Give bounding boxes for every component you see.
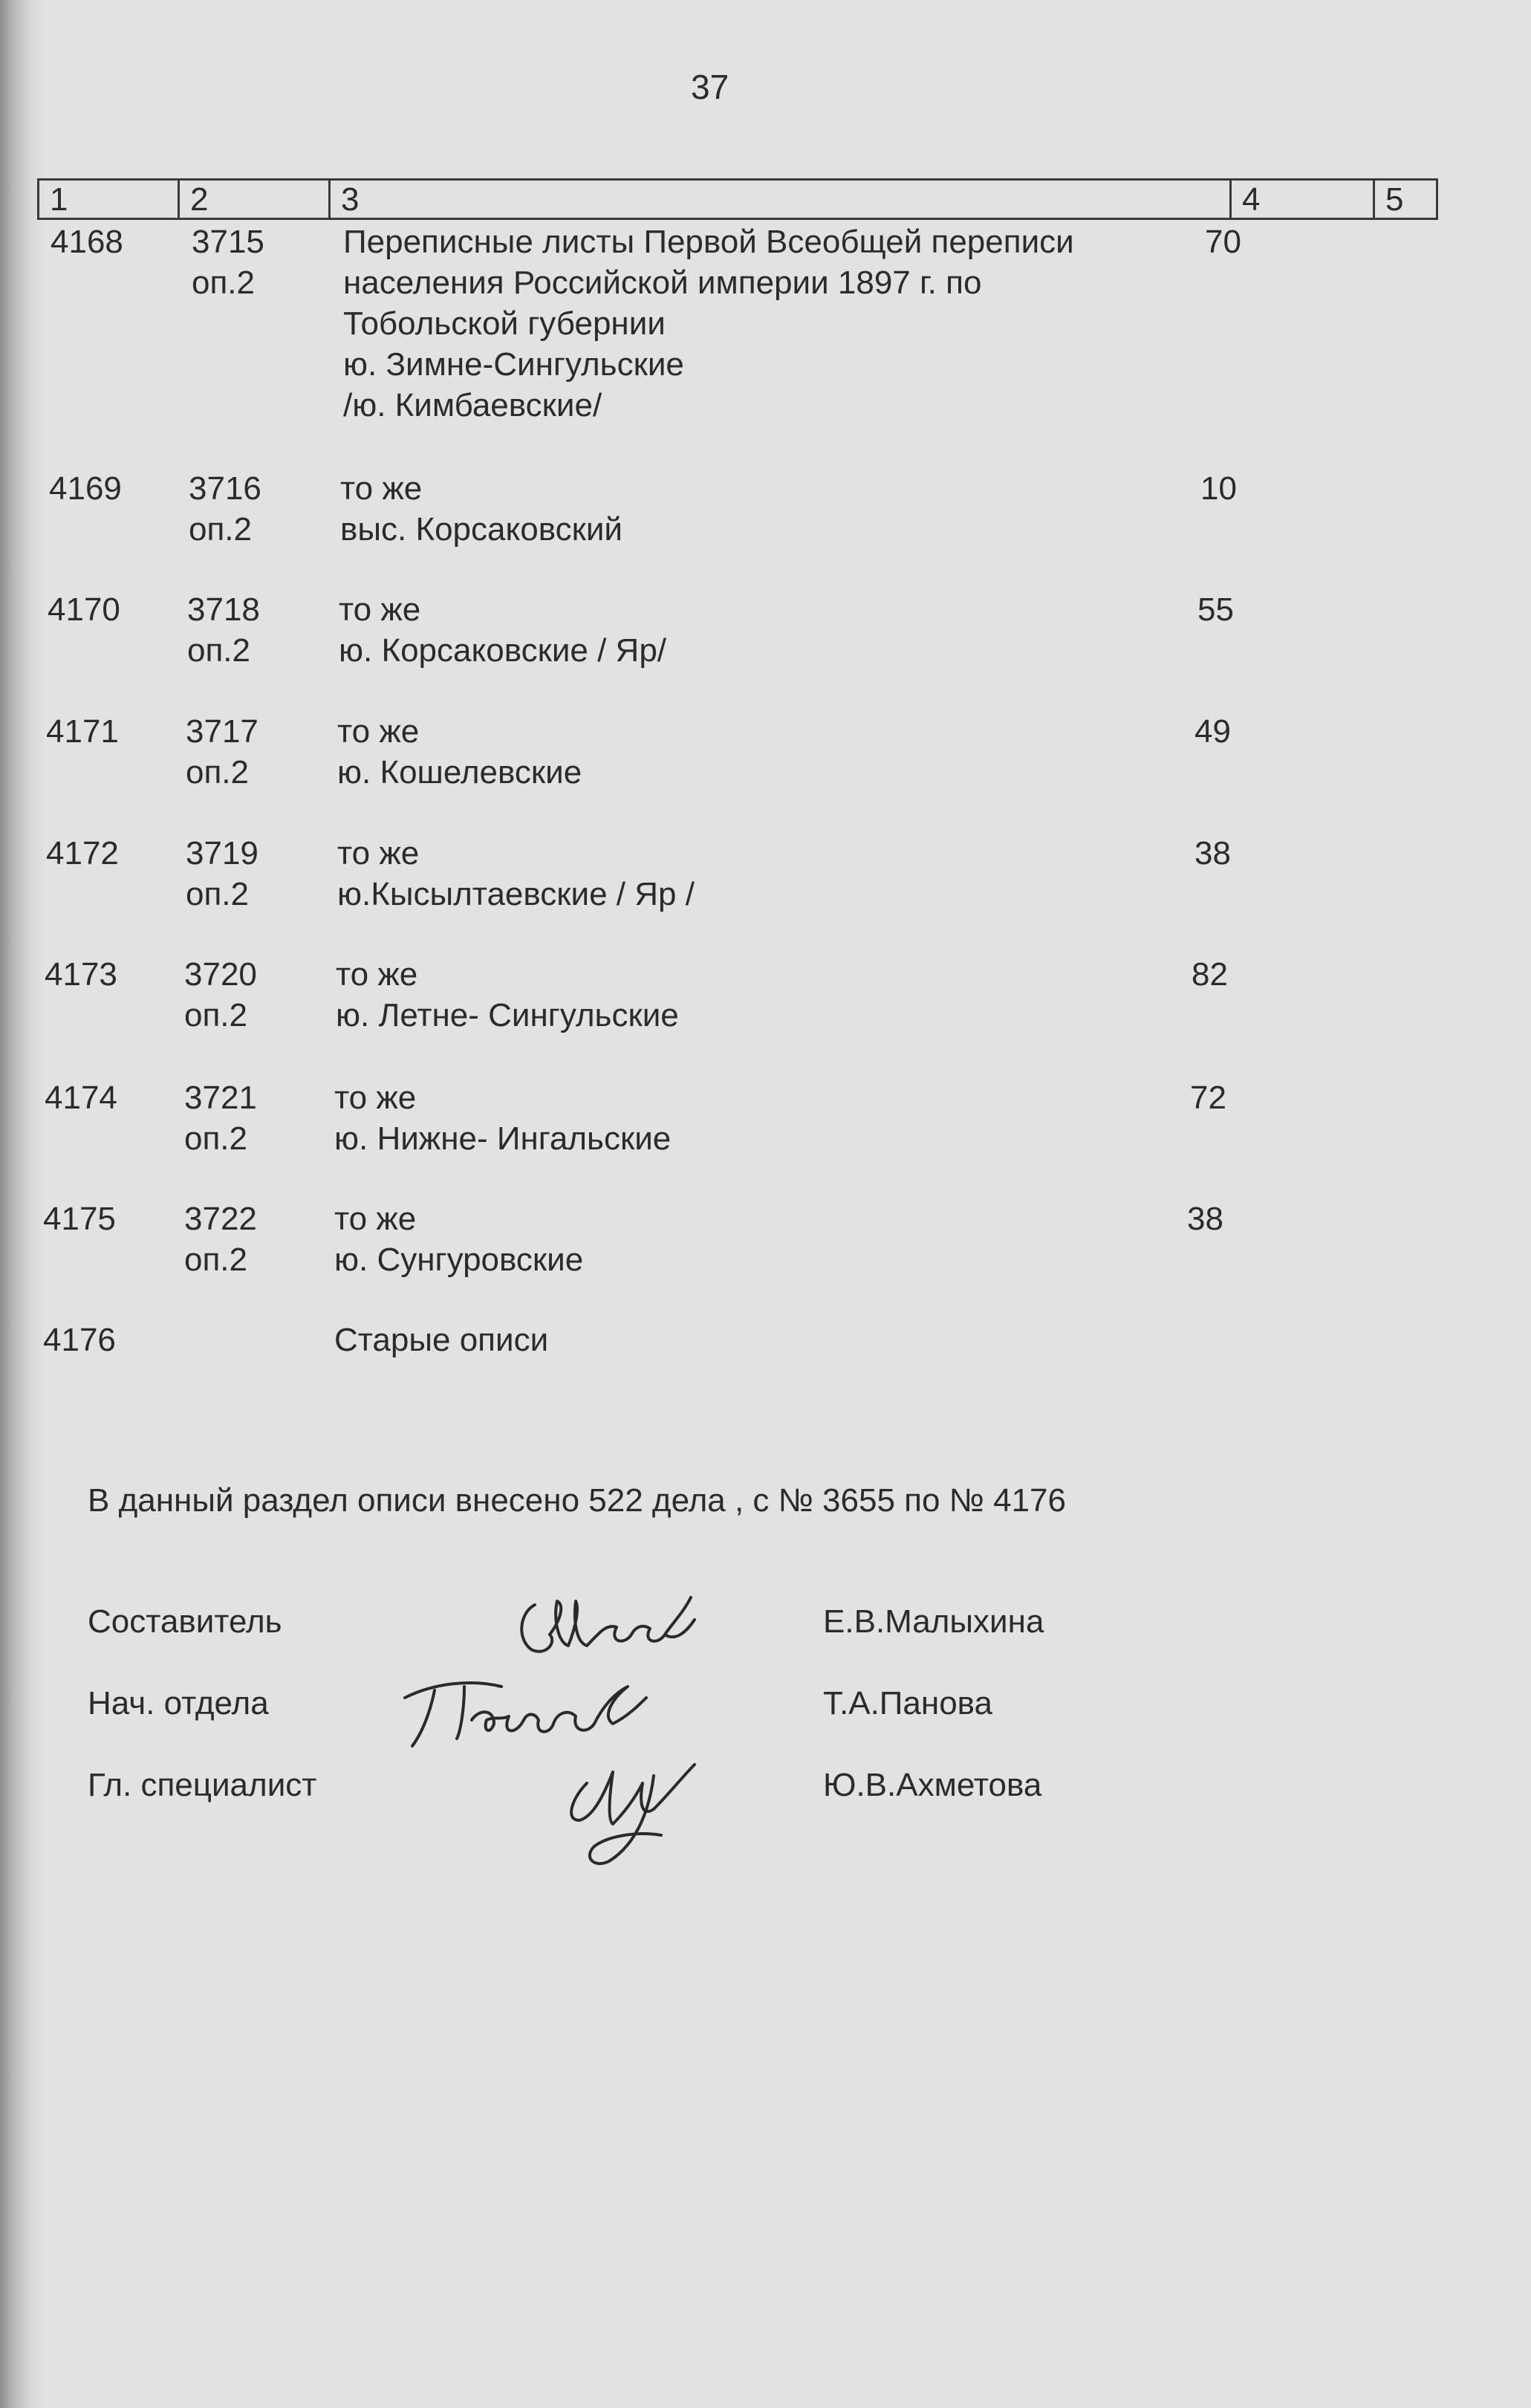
row-number: 4176 <box>43 1322 116 1358</box>
description-line: ю. Корсаковские / Яр/ <box>339 632 667 669</box>
row-number: 4168 <box>51 224 123 260</box>
description-line: то же <box>336 956 418 993</box>
description-line: ю. Нижне- Ингальские <box>334 1120 672 1157</box>
signature-name: Т.А.Панова <box>823 1685 993 1721</box>
description-line: то же <box>334 1080 417 1116</box>
description-line: Переписные листы Первой Всеобщей переписи <box>343 224 1074 260</box>
description-line: то же <box>337 713 420 750</box>
row-code <box>186 833 259 915</box>
row-number: 4170 <box>48 591 120 628</box>
row-sheets: 38 <box>1187 1201 1223 1237</box>
code-line: 3721 <box>184 1080 257 1116</box>
code-line: 3717 <box>186 713 259 750</box>
row-code <box>186 711 259 793</box>
row-code <box>187 589 260 671</box>
description-line: то же <box>339 591 421 628</box>
signature-role: Составитель <box>88 1603 282 1640</box>
summary-line: В данный раздел описи внесено 522 дела , с № 3655 по № 4176 <box>88 1482 1066 1519</box>
header-col-5: 5 <box>1385 181 1404 218</box>
header-col-1: 1 <box>50 181 68 218</box>
description-line: Старые описи <box>334 1322 549 1358</box>
row-sheets: 82 <box>1192 956 1228 993</box>
code-line: оп.2 <box>187 632 250 669</box>
code-line: оп.2 <box>189 511 252 548</box>
code-line: оп.2 <box>192 265 255 301</box>
handwritten-signature-3 <box>542 1731 706 1872</box>
code-line: 3722 <box>184 1201 257 1237</box>
code-line: 3715 <box>192 224 264 260</box>
row-code <box>192 221 264 303</box>
code-line: оп.2 <box>186 754 249 791</box>
page-number: 37 <box>691 68 729 106</box>
code-line: 3718 <box>187 591 260 628</box>
row-number: 4175 <box>43 1201 116 1237</box>
row-sheets: 38 <box>1194 835 1231 872</box>
handwritten-signature-1 <box>505 1583 713 1672</box>
description-line: ю. Зимне-Сингульские <box>343 346 684 383</box>
row-description <box>336 954 679 1036</box>
code-line: оп.2 <box>184 1242 247 1278</box>
row-description <box>339 589 666 671</box>
row-code <box>184 1077 257 1159</box>
row-description <box>337 833 695 915</box>
row-description <box>337 711 582 793</box>
description-line: /ю. Кимбаевские/ <box>343 387 602 423</box>
code-line: оп.2 <box>184 1120 247 1157</box>
signature-name: Ю.В.Ахметова <box>823 1767 1042 1803</box>
description-line: ю. Кошелевские <box>337 754 582 791</box>
row-sheets: 49 <box>1194 713 1231 750</box>
row-description <box>334 1077 671 1159</box>
row-description <box>334 1198 583 1280</box>
row-sheets: 70 <box>1205 224 1241 260</box>
description-line: то же <box>340 470 423 507</box>
row-number: 4173 <box>45 956 117 993</box>
code-line: 3716 <box>189 470 261 507</box>
description-line: населения Российской империи 1897 г. по <box>343 265 982 301</box>
code-line: 3720 <box>184 956 257 993</box>
row-description <box>334 1320 548 1360</box>
row-number: 4174 <box>45 1080 117 1116</box>
row-sheets: 10 <box>1200 470 1237 507</box>
code-line: оп.2 <box>186 876 249 912</box>
row-sheets: 55 <box>1197 591 1234 628</box>
description-line: то же <box>337 835 420 872</box>
row-sheets: 72 <box>1190 1080 1226 1116</box>
row-description <box>343 221 1074 426</box>
description-line: ю.Кысылтаевские / Яр / <box>337 876 695 912</box>
binding-shadow <box>0 0 45 2408</box>
signature-role: Гл. специалист <box>88 1767 317 1803</box>
table-header <box>37 178 1438 220</box>
signature-name: Е.В.Малыхина <box>823 1603 1044 1640</box>
header-col-2: 2 <box>190 181 209 218</box>
header-col-3: 3 <box>341 181 360 218</box>
code-line: 3719 <box>186 835 259 872</box>
row-code <box>184 954 257 1036</box>
header-col-4: 4 <box>1242 181 1261 218</box>
row-number: 4169 <box>49 470 122 507</box>
code-line: оп.2 <box>184 997 247 1033</box>
description-line: ю. Сунгуровские <box>334 1242 584 1278</box>
description-line: ю. Летне- Сингульские <box>336 997 679 1033</box>
row-code <box>184 1198 257 1280</box>
row-number: 4171 <box>46 713 119 750</box>
signature-role: Нач. отдела <box>88 1685 269 1721</box>
description-line: то же <box>334 1201 417 1237</box>
description-line: Тобольской губернии <box>343 305 666 342</box>
row-code <box>189 468 261 550</box>
description-line: выс. Корсаковский <box>340 511 623 548</box>
row-number: 4172 <box>46 835 119 872</box>
row-description <box>340 468 623 550</box>
